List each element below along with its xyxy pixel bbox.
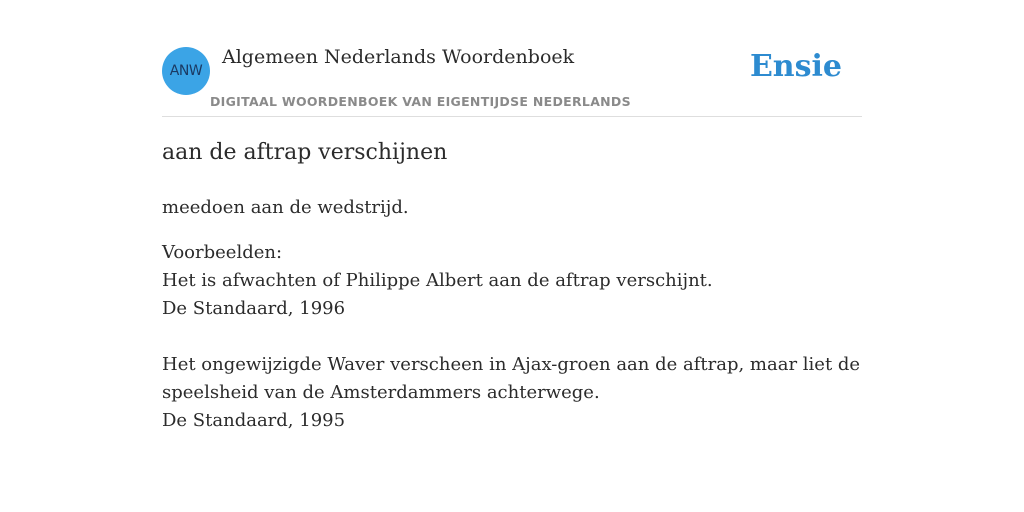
logo-text: ANW (169, 63, 203, 79)
examples-section (162, 239, 862, 463)
entry-definition: meedoen aan de wedstrijd. (162, 197, 409, 218)
example-item (162, 267, 862, 323)
example-text: Het is afwachten of Philippe Albert aan de aftrap verschijnt. (162, 270, 713, 291)
anw-logo[interactable] (162, 47, 210, 95)
example-source: De Standaard, 1995 (162, 410, 346, 431)
ensie-brand-logo[interactable]: Ensie (749, 49, 842, 84)
examples-label: Voorbeelden: (162, 242, 283, 263)
entry-title: aan de aftrap verschijnen (162, 140, 448, 165)
site-title[interactable]: Algemeen Nederlands Woordenboek (222, 46, 575, 68)
dictionary-card (162, 0, 862, 512)
site-header (162, 0, 862, 117)
example-text: Het ongewijzigde Waver verscheen in Ajax-groen aan de aftrap, maar liet de speelsheid van de Amsterdammers achterwege. (162, 354, 861, 403)
example-item (162, 351, 862, 435)
example-source: De Standaard, 1996 (162, 298, 346, 319)
site-subtitle: DIGITAAL WOORDENBOEK VAN EIGENTIJDSE NEDERLANDS (210, 94, 631, 109)
